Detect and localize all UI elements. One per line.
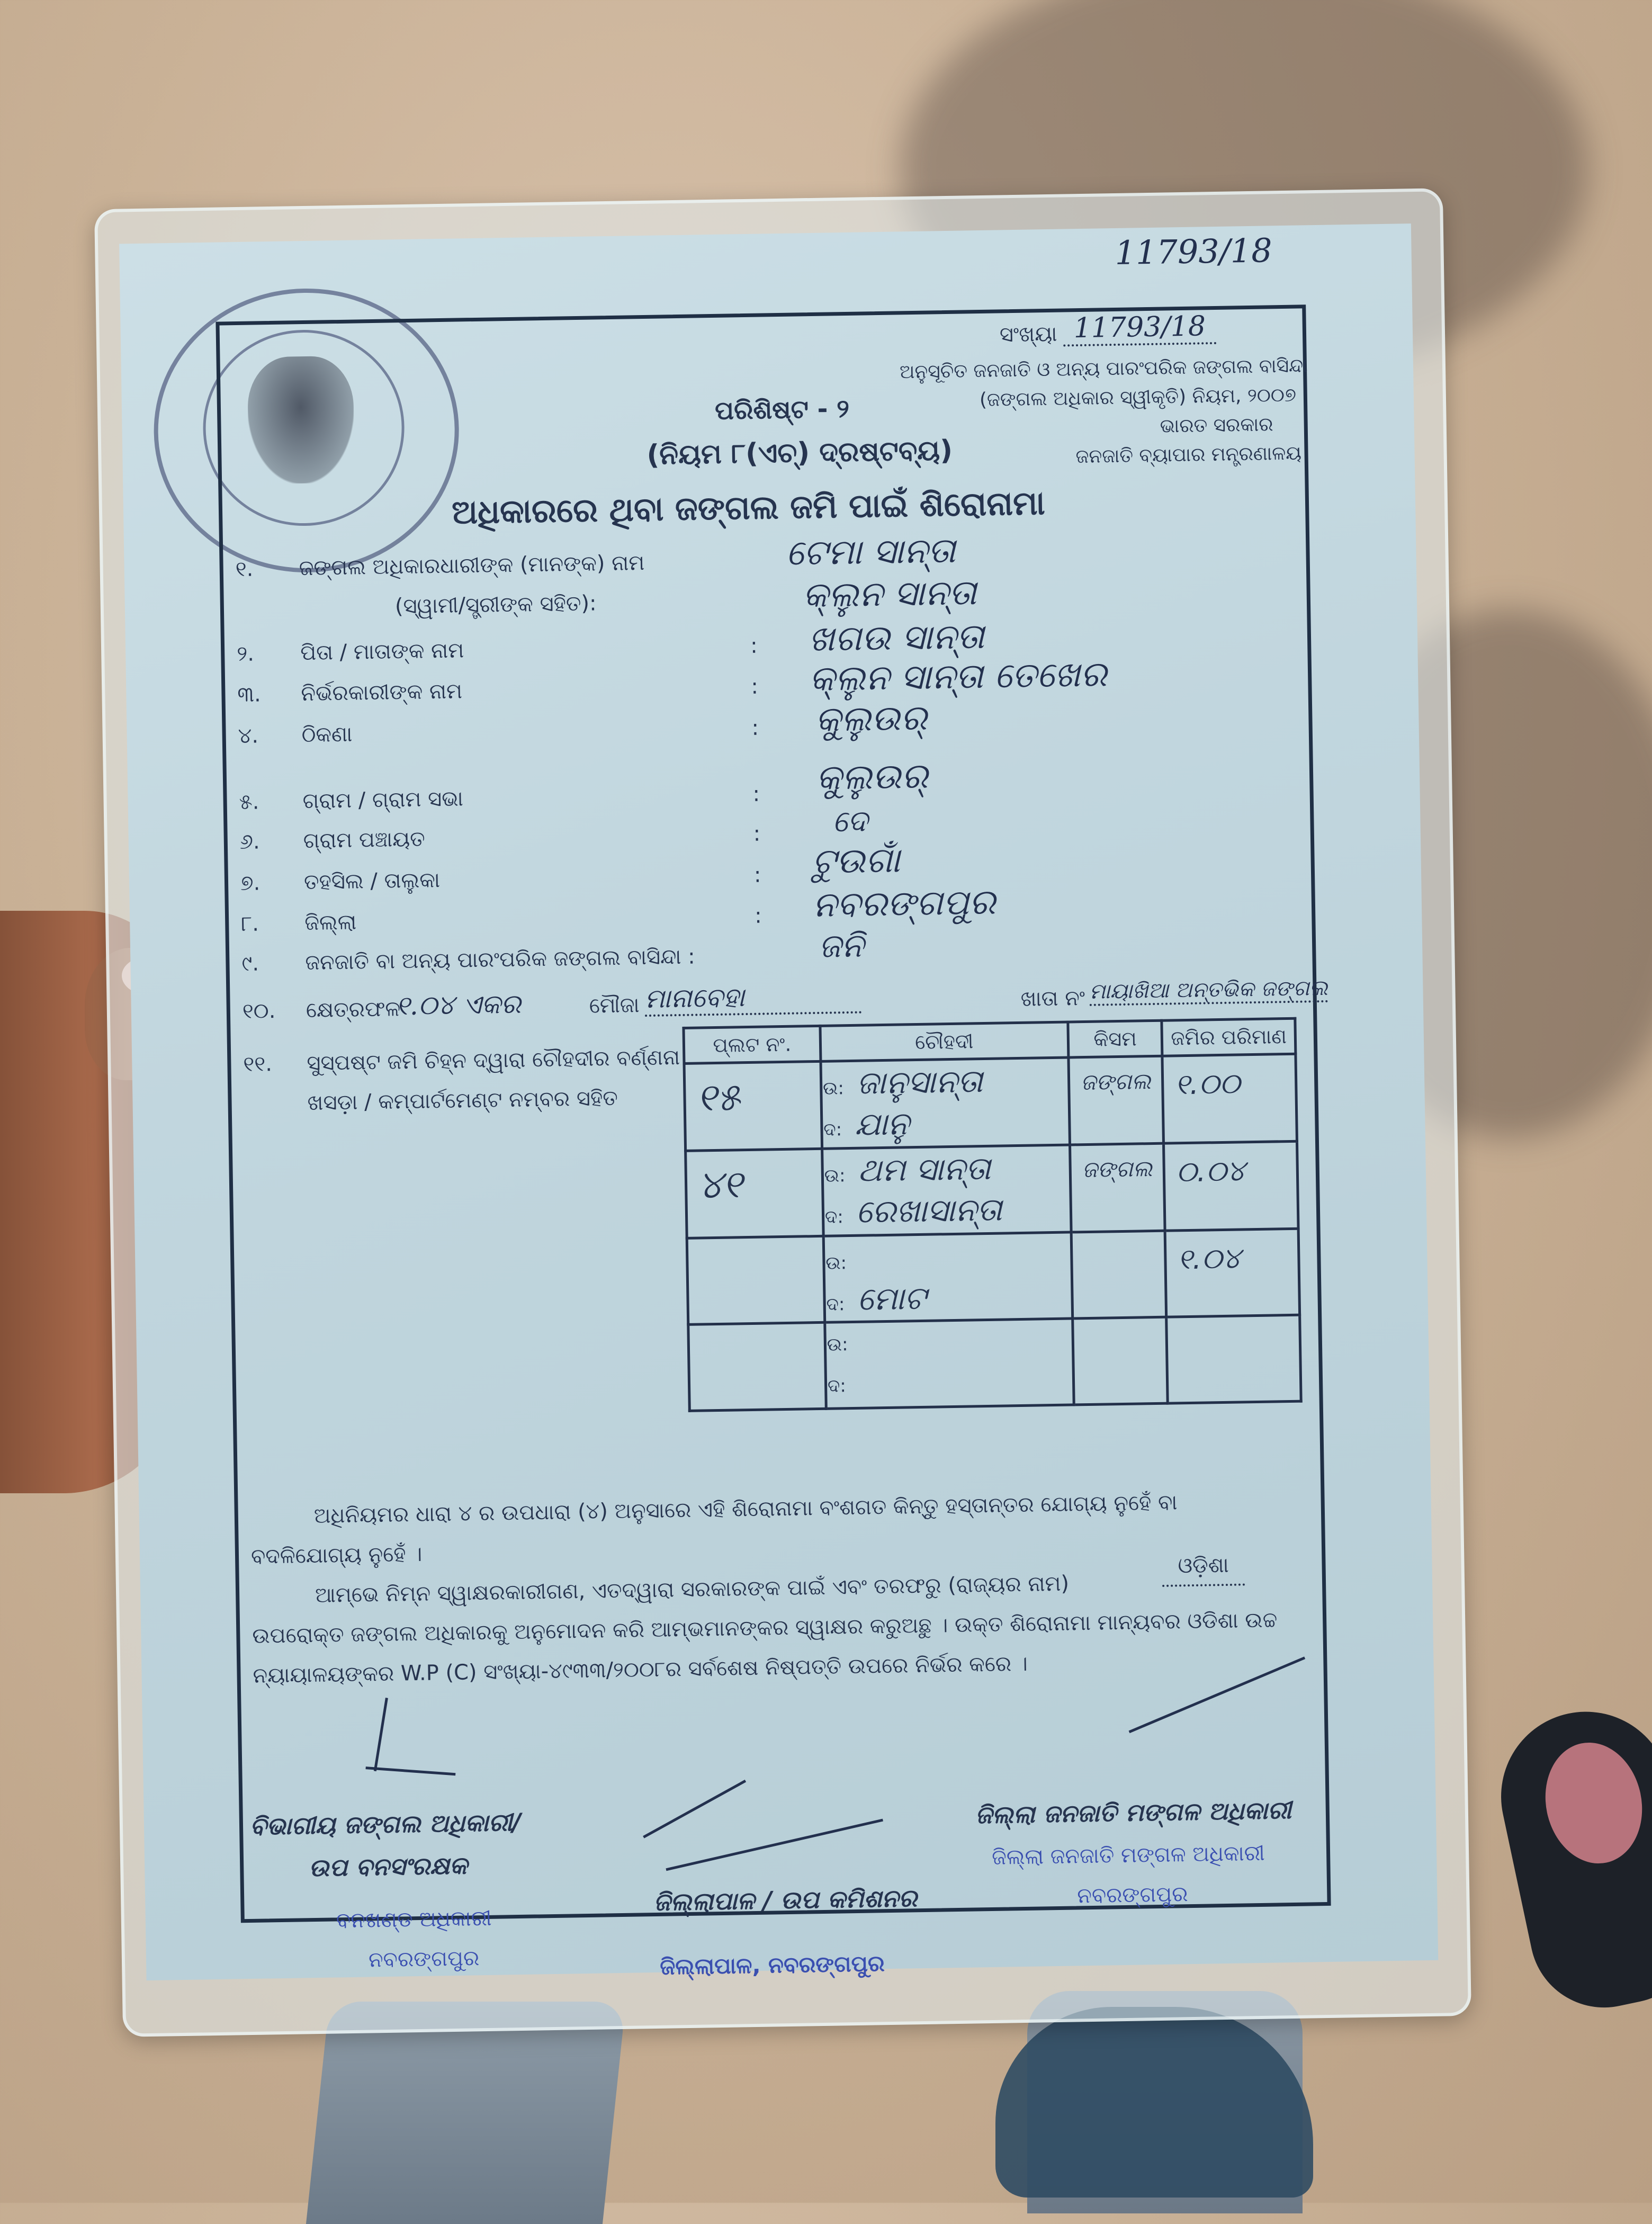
boundary-cell <box>821 1057 1070 1149</box>
field-8-colon: : <box>754 903 762 928</box>
kisam-cell <box>1071 1231 1166 1319</box>
field-2-number: ୨. <box>236 641 255 667</box>
right-signatory-title: ଜିଲ୍ଲା ଜନଜାତି ମଙ୍ଗଳ ଅଧିକାରୀ <box>975 1796 1292 1830</box>
right-stamp-line1: ଜିଲ୍ଲା ଜନଜାତି ମଙ୍ଗଳ ଅଧିକାରୀ <box>991 1841 1265 1870</box>
field-3-label: ନିର୍ଭରକାରୀଙ୍କ ନାମ <box>301 679 463 706</box>
field-3-colon: : <box>751 674 759 699</box>
left-signatory-title2: ଉପ ବନସଂରକ୍ଷକ <box>308 1851 468 1882</box>
top-handwritten-number: 11793/18 <box>1115 231 1273 272</box>
left-leg <box>306 2002 626 2224</box>
field-6-label: ଗ୍ରାମ ପଞ୍ଚାୟତ <box>303 827 426 854</box>
south-line: ଦ: ରେଖାସାନ୍ତା <box>824 1191 1003 1231</box>
laminated-sheet <box>94 188 1471 2037</box>
boundary-table <box>682 1017 1302 1412</box>
right-stamp-line2: ନବରଙ୍ଗପୁର <box>1076 1882 1188 1908</box>
north-value: ଥମ ସାନ୍ତା <box>857 1150 991 1189</box>
plot-no-cell: ୪୧ <box>686 1149 823 1238</box>
table-row <box>687 1228 1299 1324</box>
field-8-number: ୮. <box>240 911 259 937</box>
total-label: ମୋଟ <box>857 1279 927 1318</box>
field-9-number: ୯. <box>241 951 259 976</box>
south-value: ଯାନୁ <box>854 1105 910 1143</box>
north-value: ଜାନୁସାନ୍ତା <box>856 1063 983 1102</box>
south-line: ଦ: ଯାନୁ <box>823 1105 910 1143</box>
field-10-number: ୧୦. <box>242 999 276 1024</box>
field-1-sublabel: (ସ୍ୱାମୀ/ସ୍ତ୍ରୀଙ୍କ ସହିତ): <box>394 591 597 619</box>
field-3-value: କ୍ଲୁନ ସାନ୍ତା ତେଖେର <box>809 653 1107 700</box>
header-plot-no: ପ୍ଲଟ ନଂ. <box>684 1026 821 1063</box>
left-signatory-title1: ବିଭାଗୀୟ ଜଙ୍ଗଲ ଅଧିକାରୀ/ <box>249 1807 522 1841</box>
area-cell: ୧.୦୦ <box>1162 1054 1297 1143</box>
south-value: ରେଖାସାନ୍ତା <box>856 1191 1003 1231</box>
rule-reference: (ନିୟମ ୮(ଏଚ୍) ଦ୍ରଷ୍ଟବ୍ୟ) <box>647 434 953 471</box>
khata-label: ଖାତା ନଂ <box>1020 986 1085 1011</box>
serial-value: 11793/18 <box>1063 310 1216 347</box>
field-11-number: ୧୧. <box>243 1052 273 1077</box>
field-9-value: ଜନି <box>818 926 865 965</box>
north-line: ଉ: ଥମ ସାନ୍ତା <box>824 1150 991 1189</box>
boundary-cell <box>825 1319 1074 1409</box>
field-7-value: ଟୁଉଗାଁ <box>811 839 901 882</box>
south-line: ଦ: ମୋଟ <box>826 1279 927 1318</box>
declaration-para2-line3: ନ୍ୟାୟାଳୟଙ୍କର W.P (C) ସଂଖ୍ୟା-୪୯୩୩/୨୦୦୮ର ସର୍ବଶେଷ ନିଷ୍ପତ୍ତି ଉପରେ ନିର୍ଭର କରେ । <box>253 1651 1028 1688</box>
area-cell <box>1166 1315 1301 1403</box>
north-line: ଉ: <box>825 1234 1070 1279</box>
left-stamp-line2: ନବରଙ୍ଗପୁର <box>368 1946 480 1972</box>
area-value: ୧.୦୪ ଏକର <box>396 988 522 1021</box>
field-2-label: ପିତା / ମାତାଙ୍କ ନାମ <box>300 638 464 666</box>
field-7-colon: : <box>753 863 761 887</box>
mouza-value: ମାନାବେହା <box>644 980 861 1017</box>
kisam-cell <box>1073 1317 1168 1405</box>
state-name: ଓଡ଼ିଶା <box>1162 1553 1245 1586</box>
field-5-label: ଗ୍ରାମ / ଗ୍ରାମ ସଭା <box>302 786 464 814</box>
field-3-number: ୩. <box>237 682 261 707</box>
field-8-label: ଜିଲ୍ଲା <box>304 910 357 936</box>
act-header-line2: (ଜଙ୍ଗଲ ଅଧିକାର ସ୍ୱୀକୃତି) ନିୟମ, ୨୦୦୭ <box>979 384 1297 411</box>
table-row <box>688 1315 1301 1411</box>
table-row <box>686 1141 1298 1238</box>
middle-stamp: ଜିଲ୍ଲାପାଳ, ନବରଙ୍ଗପୁର <box>659 1950 885 1980</box>
south-line: ଦ: <box>827 1375 847 1397</box>
field-1-number: ୧. <box>235 557 254 582</box>
boundary-label-line1: ସୁସ୍ପଷ୍ଟ ଜମି ଚିହ୍ନ ଦ୍ୱାରା ଚୌହଦୀର ବର୍ଣ୍ଣନା <box>307 1045 680 1076</box>
act-header-line3: ଭାରତ ସରକାର <box>1160 414 1273 437</box>
field-6-number: ୬. <box>239 829 261 855</box>
north-line: ଉ: <box>827 1334 848 1356</box>
left-stamp-line1: ବନଖଣ୍ଡ ଅଧିକାରୀ <box>336 1906 492 1933</box>
mouza-label: ମୌଜା <box>589 993 640 1018</box>
field-7-number: ୭. <box>240 871 261 896</box>
plot-no-cell <box>687 1236 824 1324</box>
declaration-para1-line2: ବଦଳିଯୋଗ୍ୟ ନୁହେଁ । <box>250 1541 423 1569</box>
sandal <box>1485 1696 1652 2021</box>
north-line: ଉ: ଜାନୁସାନ୍ତା <box>822 1063 983 1102</box>
kisam-cell: ଜଙ୍ଗଲ <box>1069 1056 1164 1145</box>
field-9-label: ଜନଜାତି ବା ଅନ୍ୟ ପାରଂପରିକ ଜଙ୍ଗଲ ବାସିନ୍ଦା : <box>305 944 695 975</box>
field-2-value: ଖଗଉ ସାନ୍ତା <box>808 615 985 660</box>
field-4-number: ୪. <box>238 723 259 749</box>
declaration-para1-line1: ଅଧିନିୟମର ଧାରା ୪ ର ଉପଧାରା (୪) ଅନୁସାରେ ଏହି ଶିରୋନାମା ବଂଶଗତ କିନ୍ତୁ ହସ୍ତାନ୍ତର ଯୋଗ୍ୟ ନୁହେଁ ବା <box>313 1490 1178 1529</box>
middle-signatory-title: ଜିଲ୍ଲାପାଳ / ଉପ କମିଶନର <box>653 1884 918 1917</box>
act-header-line4: ଜନଜାତି ବ୍ୟାପାର ମନ୍ତ୍ରଣାଳୟ <box>1075 442 1302 468</box>
area-cell: ୦.୦୪ <box>1164 1141 1298 1231</box>
kisam-cell: ଜଙ୍ଗଲ <box>1070 1143 1165 1232</box>
boundary-label-line2: ଖସଡ଼ା / କମ୍ପାର୍ଟମେଣ୍ଟ ନମ୍ବର ସହିତ <box>307 1086 618 1116</box>
table-row <box>684 1054 1297 1151</box>
area-label: କ୍ଷେତ୍ରଫଳ <box>306 997 401 1023</box>
field-1-value-2: କ୍ଲୁନ ସାନ୍ତା <box>802 572 977 616</box>
field-4-label: ଠିକଣା <box>301 722 353 748</box>
main-title: ଅଧିକାରରେ ଥିବା ଜଙ୍ଗଲ ଜମି ପାଇଁ ଶିରୋନାମା <box>451 483 1046 532</box>
field-8-value: ନବରଙ୍ଗପୁର <box>812 881 996 926</box>
total-area-cell: ୧.୦୪ <box>1165 1228 1300 1317</box>
declaration-para2-line1: ଆମ୍ଭେ ନିମ୍ନ ସ୍ୱାକ୍ଷରକାରୀଗଣ, ଏତଦ୍ୱାରା ସରକାରଙ୍କ ପାଇଁ ଏବଂ ତରଫରୁ (ରାଜ୍ୟର ନାମ) <box>315 1571 1070 1608</box>
field-6-colon: : <box>753 821 761 846</box>
field-4-colon: : <box>751 715 759 740</box>
header-boundary: ଚୌହଦୀ <box>820 1022 1069 1061</box>
declaration-para2-line2: ଉପରୋକ୍ତ ଜଙ୍ଗଲ ଅଧିକାରକୁ ଅନୁମୋଦନ କରି ଆମ୍ଭମାନଙ୍କର ସ୍ୱାକ୍ଷର କରୁଅଛୁ । ଉକ୍ତ ଶିରୋନାମା ମାନ୍ୟବର ଓଡିଶା ଉଚ୍ଚ <box>252 1608 1278 1648</box>
field-5-colon: : <box>752 782 760 806</box>
plot-no-cell <box>688 1322 826 1411</box>
serial-label: ସଂଖ୍ୟା <box>999 321 1057 347</box>
field-2-colon: : <box>750 633 758 658</box>
boundary-cell <box>823 1232 1073 1322</box>
field-1-label: ଜଙ୍ଗଲ ଅଧିକାରଧାରୀଙ୍କ (ମାନଙ୍କ) ନାମ <box>299 550 645 581</box>
header-kisam: କିସମ <box>1068 1020 1163 1057</box>
field-4-value: କୁଲୁଉର୍ <box>814 697 928 740</box>
plot-no-cell: ୧୫ <box>684 1061 822 1151</box>
khata-value: ମାୟାଖିଆ ଅନ୍ତଭିକ ଜଙ୍ଗଲ <box>1089 976 1328 1006</box>
document-paper <box>119 223 1438 1980</box>
field-1-value: ଟେମା ସାନ୍ତା <box>785 530 956 573</box>
field-5-value: କୁଲୁଉର୍ <box>815 755 928 798</box>
annexure-title: ପରିଶିଷ୍ଟ - ୨ <box>714 393 850 426</box>
boundary-cell <box>822 1145 1071 1236</box>
act-header-line1: ଅନୁସୂଚିତ ଜନଜାତି ଓ ଅନ୍ୟ ପାରଂପରିକ ଜଙ୍ଗଲ ବାସିନ୍ଦା <box>899 355 1308 383</box>
field-5-number: ୫. <box>239 790 259 815</box>
header-land-area: ଜମିର ପରିମାଣ <box>1162 1018 1296 1056</box>
field-6-value: ଦେ <box>832 804 868 839</box>
field-7-label: ତହସିଲ / ତାଲୁକା <box>303 868 441 895</box>
